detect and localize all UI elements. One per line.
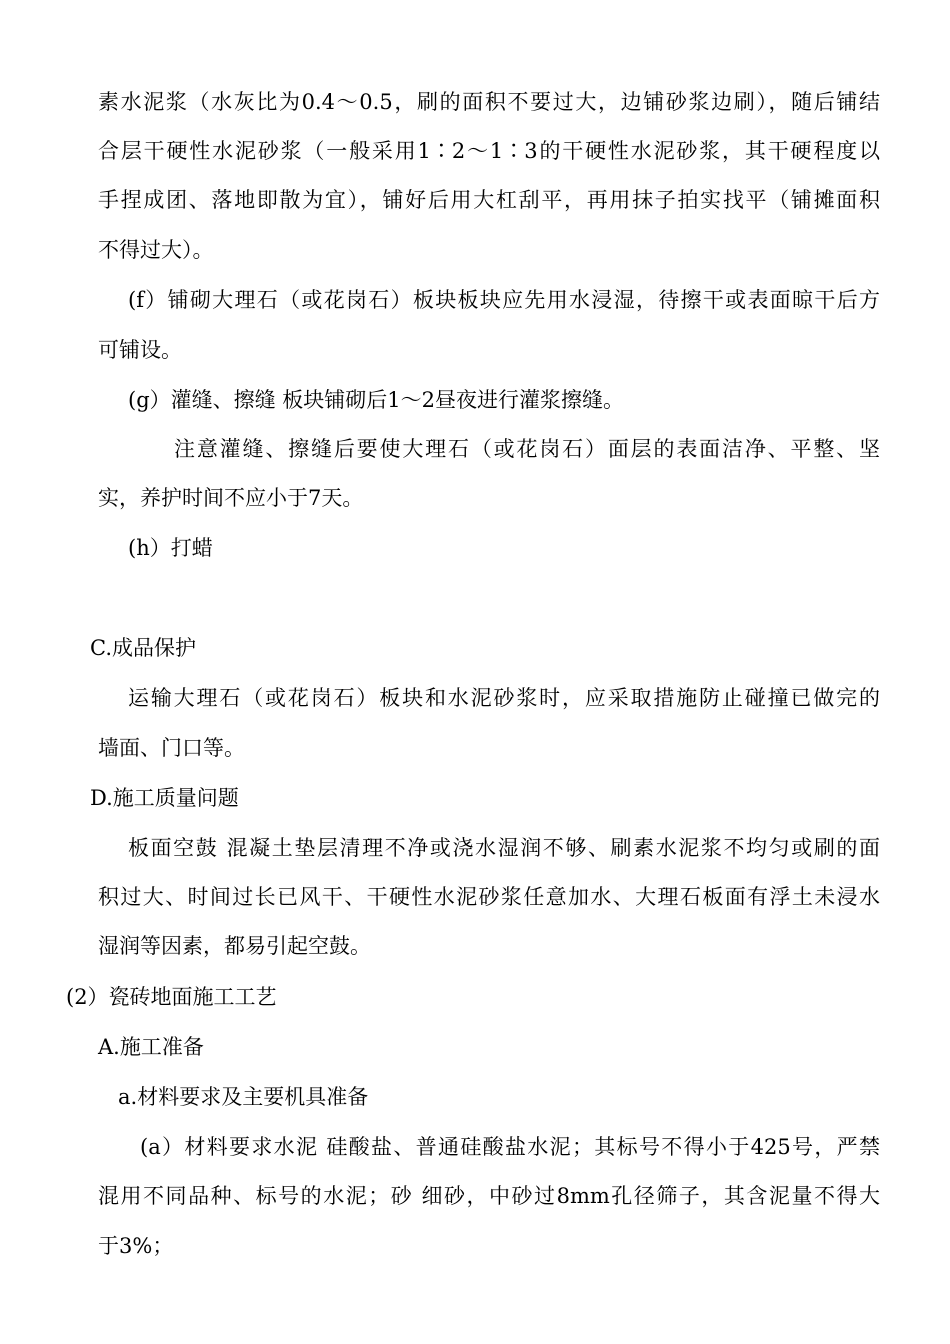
- section-heading: A.施工准备: [98, 1035, 204, 1059]
- text-line: [140, 1133, 880, 1161]
- text-line-content: 素水泥浆（水灰比为0.4～0.5，刷的面积不要过大，边铺砂浆边刷），随后铺结: [98, 90, 880, 114]
- text-line: [128, 286, 880, 314]
- text-line: 湿润等因素，都易引起空鼓。: [98, 934, 371, 958]
- text-line-content: 板面空鼓 混凝土垫层清理不净或浇水湿润不够、刷素水泥浆不均匀或刷的面: [128, 836, 880, 860]
- text-line-content: 手捏成团、落地即散为宜），铺好后用大杠刮平，再用抹子拍实找平（铺摊面积: [98, 188, 880, 212]
- text-line: [98, 186, 880, 214]
- text-line: (g）灌缝、擦缝 板块铺砌后1～2昼夜进行灌浆擦缝。: [128, 388, 625, 412]
- text-line: [128, 684, 880, 712]
- text-line-content: 混用不同品种、标号的水泥；砂 细砂，中砂过8mm孔径筛子，其含泥量不得大: [98, 1184, 880, 1208]
- section-heading: C.成品保护: [90, 636, 196, 660]
- text-line: 于3%；: [98, 1234, 174, 1258]
- text-line: (h）打蜡: [128, 536, 213, 560]
- section-heading: (2）瓷砖地面施工工艺: [66, 985, 277, 1009]
- text-line-content: 合层干硬性水泥砂浆（一般采用1∶2～1∶3的干硬性水泥砂浆，其干硬程度以: [98, 139, 880, 163]
- text-line: [174, 435, 880, 463]
- text-line: 墙面、门口等。: [98, 736, 245, 760]
- text-line-content: (a）材料要求水泥 硅酸盐、普通硅酸盐水泥；其标号不得小于425号，严禁: [140, 1135, 880, 1159]
- section-heading: a.材料要求及主要机具准备: [118, 1085, 369, 1109]
- text-line-content: 运输大理石（或花岗石）板块和水泥砂浆时，应采取措施防止碰撞已做完的: [128, 686, 880, 710]
- text-line-content: 注意灌缝、擦缝后要使大理石（或花岗石）面层的表面洁净、平整、坚: [174, 437, 880, 461]
- text-line: 可铺设。: [98, 338, 182, 362]
- section-heading: D.施工质量问题: [90, 786, 239, 810]
- text-line: [128, 834, 880, 862]
- text-line-content: (f）铺砌大理石（或花岗石）板块板块应先用水浸湿，待擦干或表面晾干后方: [128, 288, 880, 312]
- text-line: [98, 88, 880, 116]
- text-line-content: 积过大、时间过长已风干、干硬性水泥砂浆任意加水、大理石板面有浮土未浸水: [98, 885, 880, 909]
- text-line: 不得过大）。: [98, 238, 214, 262]
- text-line: [98, 137, 880, 165]
- text-line: [98, 883, 880, 911]
- text-line: [98, 1182, 880, 1210]
- text-line: 实，养护时间不应小于7天。: [98, 486, 364, 510]
